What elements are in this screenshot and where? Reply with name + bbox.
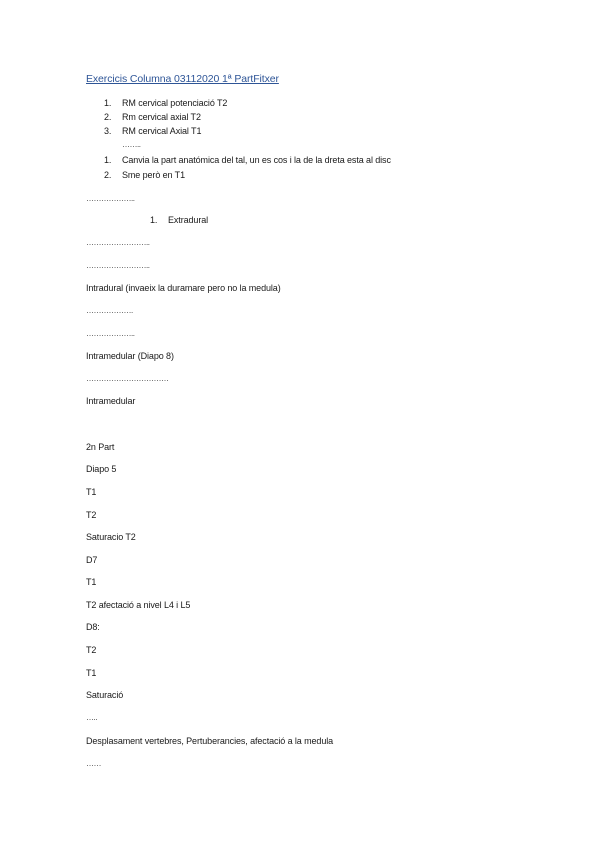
section-heading: 2n Part [86,442,115,452]
diapo5-label: Diapo 5 [86,464,117,474]
separator: ………………. [86,306,133,315]
separator: …… [86,759,101,768]
list-number: 1. [104,155,112,165]
separator: ….. [86,713,97,722]
document-title[interactable]: Exercicis Columna 03112020 1ª PartFitxer [86,73,279,85]
t2-label: T2 [86,645,97,655]
list-number: 2. [104,170,112,180]
t1-label: T1 [86,668,97,678]
separator: …………………….. [86,261,150,270]
d8-label: D8: [86,622,100,632]
intramedular-text: Intramedular [86,396,136,406]
t2-afectacio-text: T2 afectació a nivel L4 i L5 [86,600,191,610]
list-text: RM cervical potenciació T2 [122,98,228,108]
t1-label: T1 [86,487,97,497]
list-text: Extradural [168,215,209,225]
t2-label: T2 [86,510,97,520]
separator: ……………….. [86,194,135,203]
separator: …….. [122,140,141,149]
separator: …………………………… [86,374,169,383]
intramedular-diapo8-text: Intramedular (Diapo 8) [86,351,174,361]
list-text: Sme però en T1 [122,170,185,180]
list-number: 1. [104,98,112,108]
list-number: 2. [104,112,112,122]
separator: ……………….. [86,329,135,338]
list-text: Rm cervical axial T2 [122,112,201,122]
list-number: 1. [150,215,158,225]
t1-label: T1 [86,577,97,587]
list-number: 3. [104,126,112,136]
separator: …………………….. [86,238,150,247]
list-text: RM cervical Axial T1 [122,126,202,136]
saturacio-t2-label: Saturacio T2 [86,532,136,542]
desplasament-text: Desplasament vertebres, Pertuberancies, afectació a la medula [86,736,334,746]
list-text: Canvia la part anatómica del tal, un es cos i la de la dreta esta al disc [122,155,391,165]
intradural-text: Intradural (invaeix la duramare pero no la medula) [86,283,281,293]
d7-label: D7 [86,555,98,565]
saturacio-label: Saturació [86,690,124,700]
